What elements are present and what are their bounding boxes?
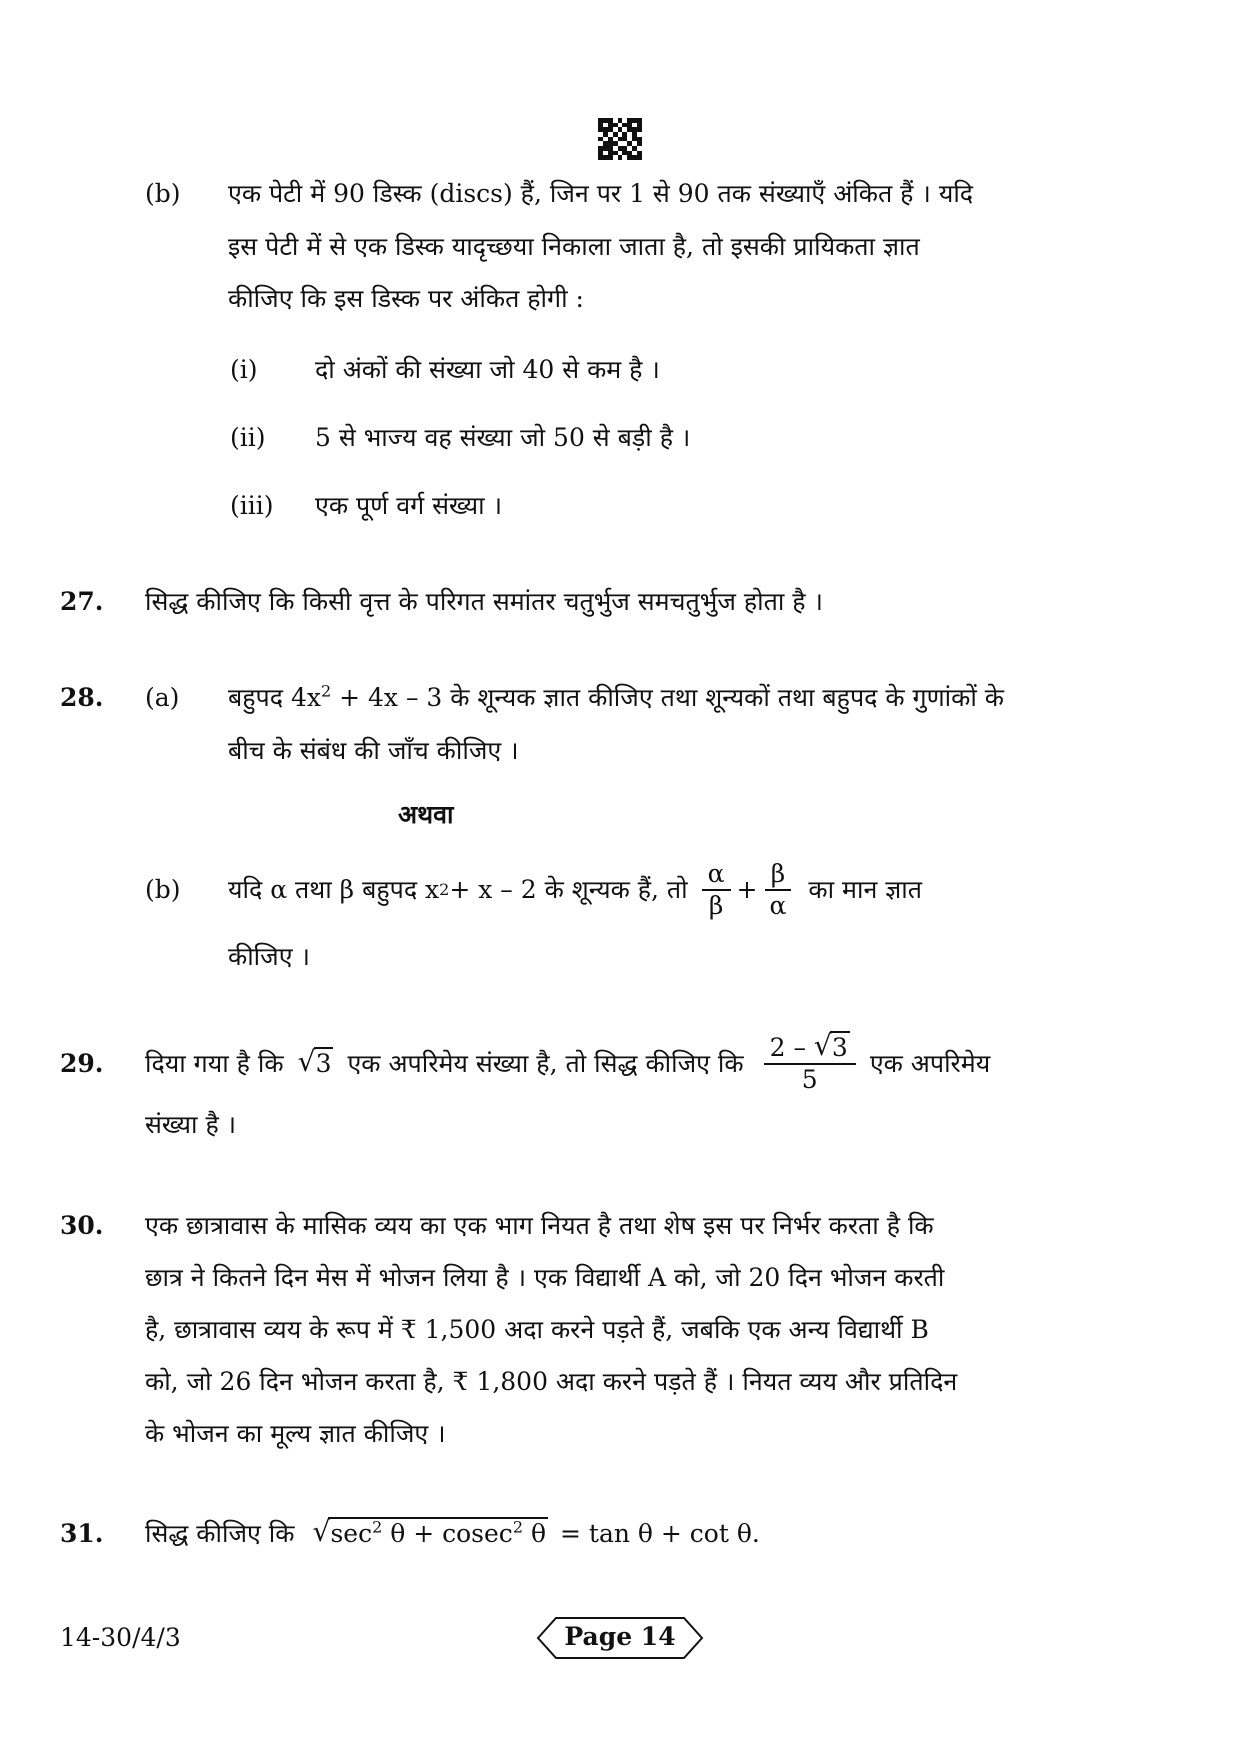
q31-line: [145, 1517, 760, 1551]
q28b-line-1: यदि α तथा β बहुपद x 2 + x – 2 के शून्यक हैं, तो $\frac{\alpha}{\beta}$ + $\frac{\beta}{\alpha}$ का मान ज्ञात: [228, 859, 923, 920]
q28b-plus: +: [736, 875, 758, 904]
q28a-text-post: + 4x – 3 के शून्यक ज्ञात कीजिए तथा शून्यकों तथा बहुपद के गुणांकों के: [331, 683, 1004, 712]
q29-text-pre: दिया गया है कि: [145, 1049, 284, 1078]
q26b-line-1: एक पेटी में 90 डिस्क (discs) हैं, जिन पर 1 से 90 तक संख्याएँ अंकित हैं । यदि: [228, 179, 974, 208]
q31-radicand: [328, 1517, 548, 1548]
q26b-line-3: कीजिए कि इस डिस्क पर अंकित होगी :: [228, 284, 584, 313]
q28b-text-post: का मान ज्ञात: [808, 875, 923, 904]
q26b-sub-ii-label: (ii): [230, 423, 266, 452]
q29-line-1: [145, 1030, 990, 1098]
q27-number: 27.: [60, 587, 104, 616]
q29-frac-num-pre: 2 –: [769, 1033, 806, 1062]
q28b-frac1-numerator: α: [702, 859, 731, 891]
q29-frac-sqrt: √ 3: [813, 1029, 848, 1062]
q29-sqrt: √ 3: [297, 1045, 332, 1078]
q28b-label: (b): [145, 875, 181, 904]
q26b-sub-iii-text: एक पूर्ण वर्ग संख्या ।: [315, 491, 503, 520]
q28a-line-1: [228, 681, 1004, 715]
q29-frac-sqrt-value: 3: [831, 1033, 848, 1062]
q30-number: 30.: [60, 1211, 104, 1240]
q28b-text-mid: + x – 2 के शून्यक हैं, तो: [449, 875, 688, 904]
q28b-line-2: कीजिए ।: [228, 942, 310, 971]
q31-rad-c: θ: [523, 1519, 546, 1548]
q26b-sub-iii-label: (iii): [230, 491, 274, 520]
q31-text-post: = tan θ + cot θ.: [560, 1519, 760, 1548]
page-number: Page 14: [564, 1622, 676, 1651]
q31-rad-b: θ + cosec: [382, 1519, 513, 1548]
q31-rad-b-exp: 2: [512, 1517, 523, 1537]
q29-frac-denominator: 5: [801, 1065, 818, 1094]
q26b-label: (b): [145, 179, 181, 208]
q29-fraction: [764, 1029, 856, 1095]
q26b-line-2: इस पेटी में से एक डिस्क यादृच्छया निकाला जाता है, तो इसकी प्रायिकता ज्ञात: [228, 232, 920, 261]
q29-sqrt-value: 3: [315, 1049, 332, 1078]
q26b-sub-ii-text: 5 से भाज्य वह संख्या जो 50 से बड़ी है ।: [315, 423, 691, 452]
qr-code: [598, 118, 642, 160]
q29-frac-numerator: [764, 1029, 856, 1065]
q31-text-pre: सिद्ध कीजिए कि: [145, 1519, 295, 1548]
q30-line-5: के भोजन का मूल्य ज्ञात कीजिए ।: [145, 1419, 446, 1448]
q28b-fraction-beta-over-alpha: [764, 859, 793, 921]
q31-rad-a-exp: 2: [372, 1517, 383, 1537]
paper-code: 14-30/4/3: [60, 1623, 181, 1652]
q28b-text-pre: यदि α तथा β बहुपद x: [228, 875, 440, 904]
q29-text-mid: एक अपरिमेय संख्या है, तो सिद्ध कीजिए कि: [347, 1049, 744, 1078]
q29-line-2: संख्या है ।: [145, 1110, 237, 1139]
q31-rad-a: sec: [330, 1519, 373, 1548]
q28a-text-pre: बहुपद 4x: [228, 683, 321, 712]
q26b-sub-i-label: (i): [230, 355, 258, 384]
q28-number: 28.: [60, 683, 104, 712]
q28b-fraction-alpha-over-beta: [702, 859, 731, 921]
q29-text-post: एक अपरिमेय: [869, 1049, 991, 1078]
q28b-frac2-denominator: α: [769, 891, 787, 920]
q30-line-4: को, जो 26 दिन भोजन करता है, ₹ 1,800 अदा करने पड़ते हैं । नियत व्यय और प्रतिदिन: [145, 1367, 958, 1396]
q28a-exponent: 2: [320, 681, 332, 701]
q30-line-3: है, छात्रावास व्यय के रूप में ₹ 1,500 अदा करने पड़ते हैं, जबकि एक अन्य विद्यार्थी B: [145, 1315, 929, 1344]
page-number-badge: [536, 1616, 704, 1660]
q26b-sub-i-text: दो अंकों की संख्या जो 40 से कम है ।: [315, 355, 660, 384]
q31-number: 31.: [60, 1519, 104, 1548]
q29-number: 29.: [60, 1049, 104, 1078]
q28a-label: (a): [145, 683, 180, 712]
q28b-frac2-numerator: β: [765, 859, 791, 891]
q30-line-1: एक छात्रावास के मासिक व्यय का एक भाग नियत है तथा शेष इस पर निर्भर करता है कि: [145, 1211, 934, 1240]
q30-line-2: छात्र ने कितने दिन मेस में भोजन लिया है । एक विद्यार्थी A को, जो 20 दिन भोजन करती: [145, 1263, 945, 1292]
q27-text: सिद्ध कीजिए कि किसी वृत्त के परिगत समांतर चतुर्भुज समचतुर्भुज होता है ।: [145, 587, 823, 616]
q28a-line-2: बीच के संबंध की जाँच कीजिए ।: [228, 736, 519, 765]
q28-or-separator: अथवा: [398, 800, 454, 829]
q31-sqrt: √ $\sec^2 \theta + cosec^2$ θ: [312, 1515, 546, 1548]
q28b-frac1-denominator: β: [708, 891, 724, 920]
